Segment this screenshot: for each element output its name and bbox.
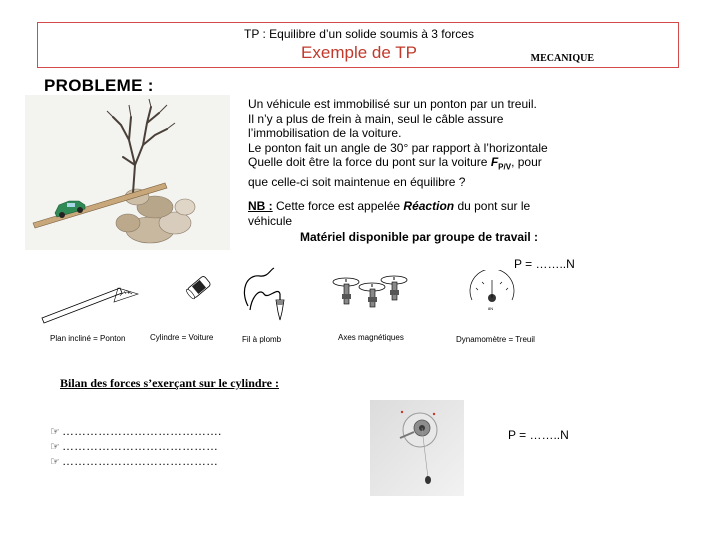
bilan-heading: Bilan des forces s’exerçant sur le cylindre : bbox=[60, 376, 279, 390]
plumb-line-drawing bbox=[238, 266, 296, 336]
nb-note: NB : Cette force est appelée Réaction du pont sur le véhicule bbox=[248, 199, 531, 228]
svg-text:8N: 8N bbox=[488, 306, 494, 311]
bilan-list bbox=[50, 424, 221, 469]
problem-text bbox=[248, 97, 568, 190]
nb-label: NB : bbox=[248, 199, 273, 213]
dynamometer-photo bbox=[370, 400, 464, 496]
label-plan: Plan incliné = Ponton bbox=[50, 334, 126, 343]
problem-question: Quelle doit être la force du pont sur la voiture $F_{P/V}$, pour bbox=[248, 155, 542, 172]
force-subscript: P/V bbox=[498, 162, 512, 172]
header-box bbox=[37, 22, 679, 68]
hand-pointer-icon: ☞ bbox=[50, 426, 60, 438]
problem-line: Le ponton fait un angle de 30° par rapport à l’horizontale bbox=[248, 140, 548, 155]
bilan-item: ☞ ………………………………… bbox=[50, 439, 218, 453]
hand-pointer-icon: ☞ bbox=[50, 441, 60, 453]
bilan-item: ☞ …………………………………. bbox=[50, 424, 222, 438]
problem-line: Un véhicule est immobilisé sur un ponton par un treuil. bbox=[248, 97, 537, 111]
dynamometer-drawing bbox=[462, 270, 522, 315]
inclined-plane-drawing bbox=[40, 280, 145, 325]
problem-heading: PROBLEME : bbox=[44, 76, 154, 95]
label-fil: Fil à plomb bbox=[242, 335, 282, 344]
hand-pointer-icon: ☞ bbox=[50, 456, 60, 468]
document-title: TP : Equilibre d’un solide soumis à 3 forces bbox=[244, 27, 474, 41]
weight-bottom: P = ……..N bbox=[508, 428, 569, 442]
ramp-car-photo bbox=[25, 95, 230, 250]
label-cylindre: Cylindre = Voiture bbox=[150, 333, 214, 342]
weight-top: P = ……..N bbox=[514, 257, 575, 271]
subject-tag: MECANIQUE bbox=[530, 53, 594, 64]
document-subtitle: Exemple de TP bbox=[301, 43, 417, 62]
reaction-word: Réaction bbox=[403, 199, 455, 213]
problem-line: l’immobilisation de la voiture. bbox=[248, 126, 402, 141]
magnetic-axes-drawing bbox=[330, 270, 410, 312]
problem-line: que celle-ci soit maintenue en équilibre ? bbox=[248, 175, 466, 190]
label-dyna: Dynamomètre = Treuil bbox=[456, 335, 535, 344]
cylinder-drawing bbox=[182, 272, 216, 302]
label-axes: Axes magnétiques bbox=[338, 333, 404, 342]
force-symbol: F bbox=[490, 155, 499, 170]
problem-line: Il n’y a plus de frein à main, seul le câble assure bbox=[248, 111, 504, 126]
bilan-item: ☞ ………………………………… bbox=[50, 454, 218, 468]
materiel-heading: Matériel disponible par groupe de travail : bbox=[300, 230, 539, 244]
